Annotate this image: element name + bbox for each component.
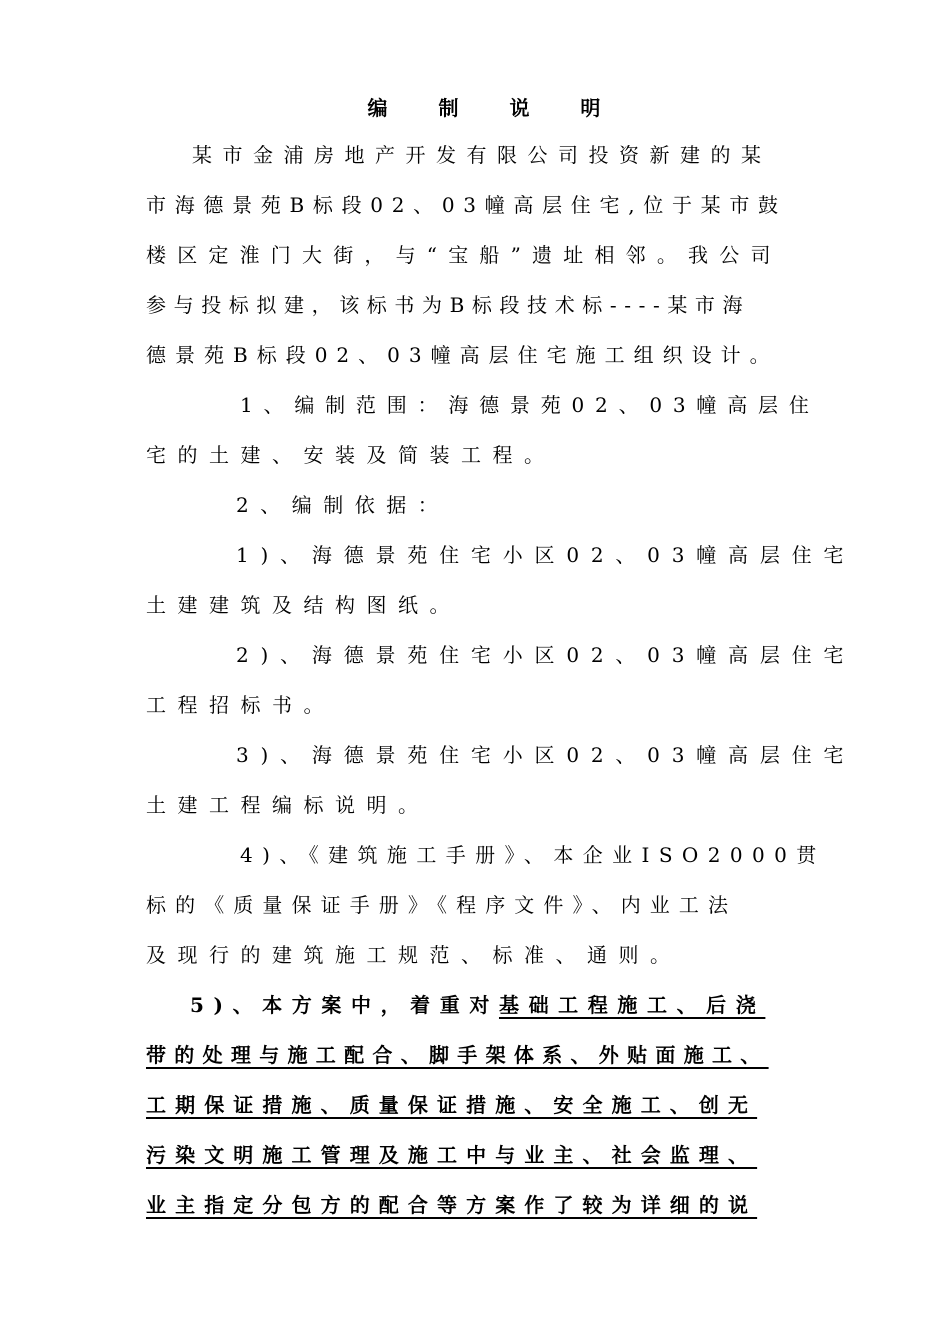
list-item-continuation: 工程招标书。: [146, 693, 335, 717]
list-item: 2)、海德景苑住宅小区02、03幢高层住宅: [236, 643, 856, 667]
paragraph-line: 某市金浦房地产开发有限公司投资新建的某: [192, 143, 772, 167]
list-item-continuation: 标的《质量保证手册》《程序文件》、内业工法: [146, 893, 738, 917]
list-item: 1)、海德景苑住宅小区02、03幢高层住宅: [236, 543, 856, 567]
underlined-paragraph-line: 污染文明施工管理及施工中与业主、社会监理、: [146, 1143, 758, 1167]
list-item-continuation: 及现行的建筑施工规范、标准、通则。: [146, 943, 682, 967]
list-item: 4)、《建筑施工手册》、本企业ISO2000贯: [240, 843, 826, 867]
document-title: 编 制 说 明: [367, 96, 623, 120]
emphasis-paragraph-line: [190, 991, 765, 1019]
underlined-text: 基础工程施工、后浇: [498, 993, 766, 1017]
section-heading: 2、编制依据：: [236, 493, 450, 517]
paragraph-line: 市海德景苑B标段02、03幢高层住宅,位于某市鼓: [146, 193, 787, 217]
underlined-paragraph-line: 工期保证措施、质量保证措施、安全施工、创无: [146, 1093, 758, 1117]
underlined-paragraph-line: 业主指定分包方的配合等方案作了较为详细的说: [146, 1193, 758, 1217]
list-item-continuation: 土建建筑及结构图纸。: [146, 593, 461, 617]
paragraph-line: 1、编制范围：海德景苑02、03幢高层住: [240, 393, 820, 417]
underlined-paragraph-line: 带的处理与施工配合、脚手架体系、外贴面施工、: [146, 1043, 769, 1067]
emphasis-lead: 5)、本方案中，着重对: [190, 993, 499, 1017]
paragraph-line: 德景苑B标段02、03幢高层住宅施工组织设计。: [146, 343, 779, 367]
paragraph-line: 参与投标拟建，该标书为B标段技术标----某市海: [146, 293, 751, 317]
paragraph-line: 宅的土建、安装及简装工程。: [146, 443, 556, 467]
paragraph-line: 楼区定淮门大街，与“宝船”遗址相邻。我公司: [146, 243, 782, 267]
list-item-continuation: 土建工程编标说明。: [146, 793, 430, 817]
list-item: 3)、海德景苑住宅小区02、03幢高层住宅: [236, 743, 856, 767]
